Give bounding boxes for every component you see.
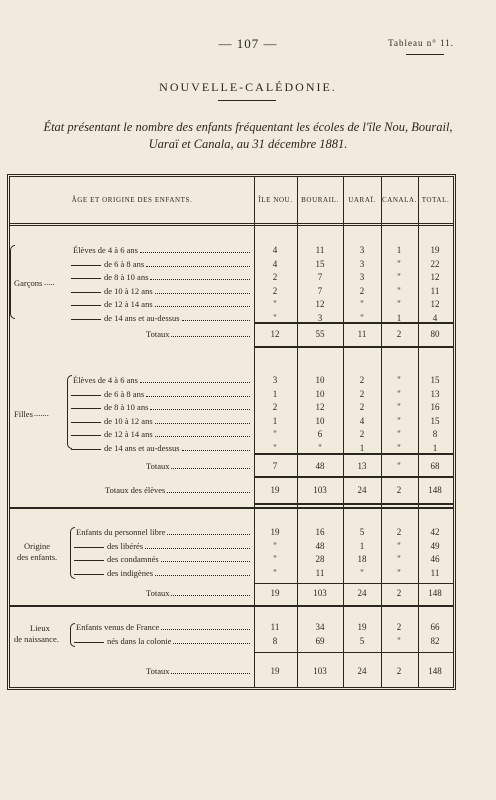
row-label [71,313,250,323]
ditto-dash [71,435,101,436]
row-label-text: de 14 ans et au-dessus [104,442,180,453]
cell-value: 2 [272,285,278,296]
section-rule [254,503,453,505]
cell-value: 11 [430,567,440,578]
row-label [76,622,250,632]
cell-value: 10 [315,375,325,385]
cell-value: 13 [430,388,440,399]
dot-leader [171,335,250,337]
group-label-origine-1: Origine [24,541,50,551]
cell-value: 48 [315,461,325,471]
dot-leader [155,305,250,307]
cell-value: 15 [315,258,325,269]
subtitle-line-2: Uaraï et Canala, au 31 décembre 1881. [148,137,348,151]
cell-value: 11 [315,245,325,255]
cell-value: 69 [315,635,325,646]
row-label-text: Élèves de 4 à 6 ans [73,245,138,255]
cell-value: 55 [315,329,325,339]
cell-value: " [397,299,401,309]
cell-value: 2 [272,402,278,412]
row-label [146,329,250,339]
cell-value: " [273,554,277,564]
cell-value: 16 [315,527,325,537]
title-rule [218,100,276,101]
section-rule [254,346,453,348]
cell-value: " [273,299,277,309]
cell-value: 7 [272,461,278,471]
row-label [73,375,250,385]
row-label-text: Totaux des élèves [105,485,166,495]
cell-value: 2 [396,666,402,676]
cell-value: " [273,429,277,439]
dot-leader [155,435,250,437]
section-rule [254,652,453,653]
cell-value: " [397,429,401,439]
cell-value: 1 [432,442,438,453]
cell-value: 15 [430,415,440,426]
row-label [146,461,250,471]
cell-value: 19 [430,245,440,255]
row-label [71,286,250,296]
cell-value: 2 [272,272,278,282]
row-label-text: de 6 à 8 ans [104,388,145,399]
row-label-text: des condamnés [107,554,159,564]
row-label-text: Élèves de 4 à 6 ans [73,375,138,385]
cell-value: 10 [315,388,325,399]
cell-value: 28 [315,554,325,564]
ditto-dash [74,547,104,548]
ditto-dash [71,449,101,450]
group-brace [70,623,75,647]
section-rule [10,507,453,509]
section-rule [254,453,453,455]
ditto-dash [71,422,101,423]
dot-leader [182,449,250,451]
cell-value: 46 [430,554,440,564]
dot-leader [145,547,250,549]
cell-value: 1 [272,415,278,426]
dot-leader [146,395,250,397]
dot-leader [155,574,250,576]
cell-value: 7 [317,272,323,282]
row-label-text: Totaux [146,588,170,598]
dot-leader [146,265,250,267]
cell-value: 24 [357,588,367,598]
cell-value: " [397,415,401,426]
cell-value: 2 [396,622,402,632]
cell-value: 11 [430,285,440,296]
cell-value: 2 [359,375,365,385]
cell-value: " [360,567,364,578]
row-label-text: Totaux [146,461,170,471]
ditto-dash [74,574,104,575]
dot-leader [150,278,250,280]
cell-value: 19 [270,666,280,676]
cell-value: 11 [315,567,325,578]
cell-value: 11 [270,622,280,632]
group-label-dots: ..... [44,277,55,287]
header-total: TOTAL. [421,196,450,204]
group-label-origine-2: des enfants. [17,552,58,562]
cell-value: 80 [430,329,440,339]
cell-value: " [273,442,277,453]
row-label [73,245,250,255]
section-rule [254,476,453,478]
section-rule [254,583,453,584]
cell-value: 148 [428,588,442,598]
cell-value: 16 [430,402,440,412]
row-label-text: de 6 à 8 ans [104,258,145,269]
cell-value: 3 [359,272,365,282]
dot-leader [167,533,250,535]
cell-value: 34 [315,622,325,632]
section-rule [10,605,453,607]
ditto-dash [71,319,101,320]
row-label-text: Totaux [146,666,170,676]
document-subtitle [22,119,474,153]
dot-leader [182,319,250,321]
cell-value: 4 [272,245,278,255]
dot-leader [171,672,250,674]
group-brace [70,527,75,579]
cell-value: " [397,258,401,269]
cell-value: 2 [359,429,365,439]
cell-value: " [397,461,401,471]
ditto-dash [71,305,101,306]
subtitle-line-1: État présentant le nombre des enfants fréquentant les écoles de l'île Nou, Bourail, [43,120,453,134]
cell-value: 3 [272,375,278,385]
cell-value: " [397,567,401,578]
row-label-text: des libérés [107,540,144,551]
dot-leader [150,408,250,410]
cell-value: 10 [315,415,325,426]
ditto-dash [71,408,101,409]
cell-value: 103 [313,588,327,598]
row-label [74,541,250,551]
cell-value: 2 [396,485,402,495]
row-label-text: de 14 ans et au-dessus [104,312,180,323]
cell-value: 148 [428,666,442,676]
dot-leader [155,292,250,294]
ditto-dash [71,278,101,279]
group-label-lieux-1: Lieux [30,623,50,633]
cell-value: 18 [357,554,367,564]
cell-value: 48 [315,540,325,551]
row-label-text: de 10 à 12 ans [104,285,153,296]
cell-value: 8 [432,429,438,439]
ditto-dash [74,560,104,561]
cell-value: 4 [272,258,278,269]
cell-value: 12 [430,299,440,309]
row-label [76,527,250,537]
cell-value: 3 [317,312,323,323]
row-label-text: de 12 à 14 ans [104,429,153,439]
row-label [71,389,250,399]
cell-value: 19 [357,622,367,632]
row-label-text: Enfants venus de France [76,622,160,632]
row-label [71,429,250,439]
cell-value: " [273,567,277,578]
header-canala: CANALA. [381,196,418,204]
cell-value: 2 [396,329,402,339]
header-uarai: UARAÏ. [348,196,376,204]
cell-value: 22 [430,258,440,269]
cell-value: 12 [315,402,325,412]
row-label-text: de 12 à 14 ans [104,299,153,309]
cell-value: 2 [359,285,365,296]
row-label [71,259,250,269]
cell-value: 1 [396,312,402,323]
row-label [74,568,250,578]
cell-value: 7 [317,285,323,296]
row-label [74,554,250,564]
row-label [71,299,250,309]
row-label-text: de 10 à 12 ans [104,415,153,426]
cell-value: " [360,312,364,323]
ditto-dash [71,265,101,266]
cell-value: 103 [313,485,327,495]
cell-value: " [273,540,277,551]
cell-value: 5 [359,527,365,537]
row-label-text: nés dans la colonie [107,635,172,646]
cell-value: 103 [313,666,327,676]
table-reference-rule [406,54,444,55]
row-label-text: de 8 à 10 ans [104,272,149,282]
row-label [71,416,250,426]
row-label [71,443,250,453]
cell-value: 3 [359,258,365,269]
header-ile-nou: ÎLE NOU. [258,196,293,204]
cell-value: " [397,540,401,551]
row-label [71,272,250,282]
cell-value: 11 [357,329,367,339]
cell-value: " [397,554,401,564]
row-label [74,636,250,646]
cell-value: 82 [430,635,440,646]
cell-value: 49 [430,540,440,551]
cell-value: 12 [270,329,280,339]
cell-value: 8 [272,635,278,646]
dot-leader [155,422,250,424]
statistics-table [7,174,456,690]
row-label [146,588,250,598]
group-label-filles: Filles [14,409,33,419]
row-label [71,402,250,412]
dot-leader [171,594,250,596]
cell-value: 19 [270,485,280,495]
cell-value: 4 [359,415,365,426]
cell-value: 19 [270,588,280,598]
dot-leader [173,642,250,644]
group-brace [67,375,72,449]
cell-value: " [397,388,401,399]
cell-value: " [397,442,401,453]
dot-leader [140,251,250,253]
ditto-dash [74,642,104,643]
cell-value: " [397,285,401,296]
row-label-text: des indigènes [107,567,154,578]
cell-value: 1 [396,245,402,255]
cell-value: 12 [430,272,440,282]
dot-leader [161,628,250,630]
cell-value: 5 [359,635,365,646]
row-label-text: de 8 à 10 ans [104,402,149,412]
dot-leader [140,381,250,383]
cell-value: 1 [272,388,278,399]
cell-value: " [397,635,401,646]
cell-value: 3 [359,245,365,255]
cell-value: 148 [428,485,442,495]
ditto-dash [71,395,101,396]
cell-value: 12 [315,299,325,309]
cell-value: 2 [396,527,402,537]
cell-value: " [397,402,401,412]
row-label [105,485,250,495]
cell-value: " [318,442,322,453]
cell-value: " [397,375,401,385]
section-rule [254,322,453,324]
cell-value: 1 [359,540,365,551]
cell-value: 15 [430,375,440,385]
cell-value: 68 [430,461,440,471]
row-label-text: Totaux [146,329,170,339]
header-bourail: BOURAIL. [301,196,339,204]
cell-value: 2 [359,388,365,399]
cell-value: 24 [357,666,367,676]
cell-value: 13 [357,461,367,471]
table-reference: Tableau n° 11. [388,38,454,48]
group-label-garcons: Garçons [14,278,43,288]
page-number: — 107 — [218,36,278,51]
cell-value: 66 [430,622,440,632]
cell-value: 6 [317,429,323,439]
cell-value: " [360,299,364,309]
cell-value: 24 [357,485,367,495]
cell-value: 19 [270,527,280,537]
group-label-lieux-2: de naissance. [14,634,59,644]
table-header [10,177,453,226]
cell-value: 4 [432,312,438,323]
cell-value: 1 [359,442,365,453]
row-label-text: Enfants du personnel libre [76,527,166,537]
header-age-origin: ÂGE ET ORIGINE DES ENFANTS. [71,196,193,204]
cell-value: 42 [430,527,440,537]
dot-leader [161,560,250,562]
group-label-dots: ....... [34,408,49,418]
row-label [146,666,250,676]
cell-value: 2 [359,402,365,412]
dot-leader [167,491,250,493]
cell-value: " [397,272,401,282]
ditto-dash [71,292,101,293]
dot-leader [171,467,250,469]
cell-value: " [273,312,277,323]
cell-value: 2 [396,588,402,598]
document-title: NOUVELLE-CALÉDONIE. [159,80,337,94]
